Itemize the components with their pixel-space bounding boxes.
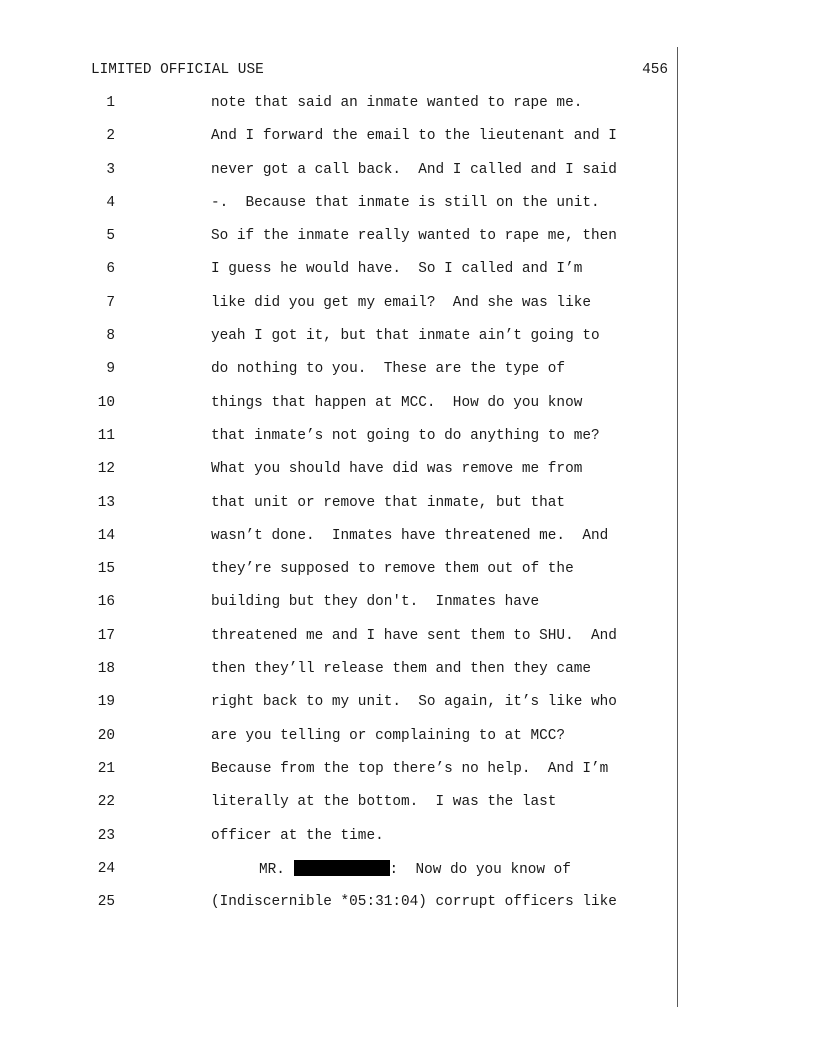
line-text: never got a call back. And I called and I said <box>211 161 617 178</box>
line-text: things that happen at MCC. How do you know <box>211 394 583 411</box>
line-text: So if the inmate really wanted to rape me, then <box>211 228 617 245</box>
line-text: are you telling or complaining to at MCC? <box>211 727 566 744</box>
line-text: Because from the top there’s no help. And I’m <box>211 760 609 777</box>
classification-header: LIMITED OFFICIAL USE <box>91 62 264 78</box>
transcript-line <box>0 360 816 393</box>
transcript-line <box>0 127 816 160</box>
line-text: do nothing to you. These are the type of <box>211 361 566 378</box>
line-number: 16 <box>97 594 115 611</box>
transcript-line <box>0 827 816 860</box>
line-number: 13 <box>97 494 115 511</box>
redaction-box <box>294 860 390 876</box>
transcript-line <box>0 893 816 926</box>
transcript-line <box>0 527 816 560</box>
transcript-line <box>0 660 816 693</box>
transcript-line <box>0 793 816 826</box>
transcript-line <box>0 260 816 293</box>
transcript-line <box>0 394 816 427</box>
line-text: building but they don't. Inmates have <box>211 594 540 611</box>
line-number: 22 <box>97 794 115 811</box>
transcript-line <box>0 560 816 593</box>
line-number: 4 <box>106 194 115 211</box>
line-text: literally at the bottom. I was the last <box>211 794 557 811</box>
line-number: 12 <box>97 461 115 478</box>
line-number: 14 <box>97 527 115 544</box>
transcript-line <box>0 94 816 127</box>
line-text: that unit or remove that inmate, but that <box>211 494 566 511</box>
transcript-lines <box>0 94 816 926</box>
line-number: 5 <box>106 228 115 245</box>
line-number: 24 <box>97 860 115 877</box>
transcript-line <box>0 227 816 260</box>
transcript-line <box>0 494 816 527</box>
line-text: And I forward the email to the lieutenant and I <box>211 128 617 145</box>
transcript-line <box>0 693 816 726</box>
line-number: 17 <box>97 627 115 644</box>
line-text: right back to my unit. So again, it’s like who <box>211 694 617 711</box>
line-text: wasn’t done. Inmates have threatened me. And <box>211 527 609 544</box>
line-text: note that said an inmate wanted to rape me. <box>211 95 583 111</box>
line-number: 3 <box>106 161 115 178</box>
line-number: 25 <box>97 894 115 911</box>
line-text: threatened me and I have sent them to SHU. And <box>211 627 617 644</box>
page-number: 456 <box>642 62 668 78</box>
line-text: I guess he would have. So I called and I’m <box>211 261 583 278</box>
transcript-line <box>0 161 816 194</box>
transcript-line <box>0 194 816 227</box>
transcript-line <box>0 727 816 760</box>
transcript-line <box>0 427 816 460</box>
line-number: 15 <box>97 561 115 578</box>
line-number: 2 <box>106 128 115 145</box>
line-number: 10 <box>97 394 115 411</box>
line-text: (Indiscernible *05:31:04) corrupt officers like <box>211 894 617 911</box>
line-text: officer at the time. <box>211 827 384 844</box>
transcript-line <box>0 327 816 360</box>
line-number: 1 <box>106 95 115 111</box>
speaker-prefix: MR. <box>259 861 294 878</box>
transcript-line <box>0 460 816 493</box>
transcript-line <box>0 294 816 327</box>
transcript-line <box>0 860 816 893</box>
line-number: 20 <box>97 727 115 744</box>
line-number: 11 <box>97 427 115 444</box>
line-number: 21 <box>97 760 115 777</box>
line-number: 6 <box>106 261 115 278</box>
line-text: then they’ll release them and then they came <box>211 661 591 678</box>
line-number: 18 <box>97 661 115 678</box>
line-number: 8 <box>106 328 115 345</box>
transcript-line <box>0 627 816 660</box>
line-text: yeah I got it, but that inmate ain’t going to <box>211 328 600 345</box>
line-number: 7 <box>106 294 115 311</box>
line-text: like did you get my email? And she was like <box>211 294 591 311</box>
line-text: -. Because that inmate is still on the unit. <box>211 194 600 211</box>
speaker-text: : Now do you know of <box>389 861 571 878</box>
line-number: 19 <box>97 694 115 711</box>
line-text: they’re supposed to remove them out of the <box>211 561 574 578</box>
speaker-line <box>259 860 571 879</box>
transcript-line <box>0 593 816 626</box>
line-number: 23 <box>97 827 115 844</box>
transcript-line <box>0 760 816 793</box>
line-text: What you should have did was remove me from <box>211 461 583 478</box>
line-text: that inmate’s not going to do anything to me? <box>211 427 600 444</box>
line-number: 9 <box>106 361 115 378</box>
